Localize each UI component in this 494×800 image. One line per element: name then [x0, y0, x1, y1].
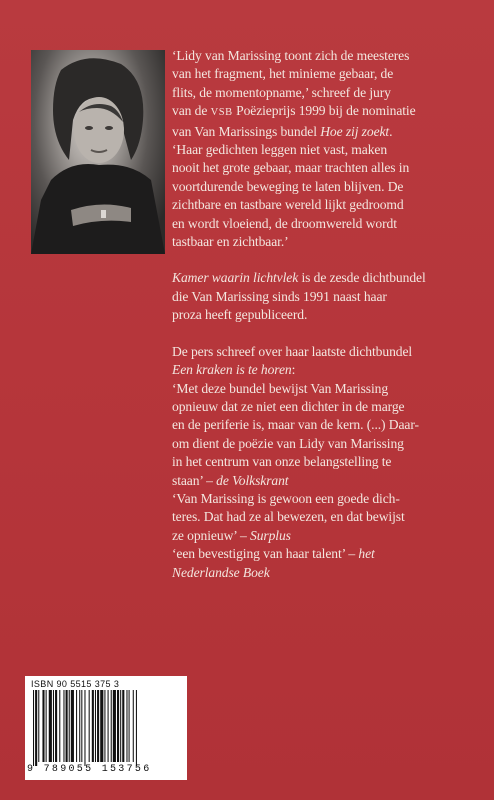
blurb-line: voortdurende beweging te laten blijven. De [172, 178, 404, 194]
barcode-stripe [66, 690, 68, 762]
barcode-label [25, 676, 187, 780]
barcode-stripe [95, 690, 96, 762]
quote-end: staan’ [172, 472, 203, 488]
barcode-stripe [92, 690, 94, 762]
barcode-stripe [133, 690, 134, 762]
blurb-line: die Van Marissing sinds 1991 naast haar [172, 288, 387, 304]
barcode-stripe [126, 690, 127, 762]
author-photo [31, 50, 165, 254]
barcode-stripe [46, 690, 47, 762]
vsb-small-caps: VSB [210, 107, 233, 119]
barcode-stripe [63, 690, 64, 762]
blurb-line: nooit het grote gebaar, maar trachten alles in [172, 160, 410, 176]
jury-prefix: van de [172, 103, 211, 119]
barcode-stripe [49, 690, 52, 762]
barcode-stripe [100, 690, 103, 762]
barcode-bars [31, 690, 183, 766]
barcode-stripe [129, 690, 130, 762]
barcode-stripe [55, 690, 57, 762]
barcode-stripe [108, 690, 109, 762]
isbn-text: ISBN 90 5515 375 3 [31, 679, 120, 689]
press-source: Surplus [250, 527, 291, 543]
back-cover-text [172, 47, 472, 582]
press-source: het [358, 546, 375, 562]
barcode-stripe [79, 690, 80, 762]
quote-line: opnieuw dat ze niet een dichter in de marge [172, 398, 405, 414]
barcode-stripe [33, 690, 34, 766]
barcode-stripe [71, 690, 74, 762]
quote-line: in het centrum van onze belangstelling te [172, 454, 392, 470]
quote-line [172, 564, 472, 582]
barcode-stripe [104, 690, 105, 762]
quote-line: teres. Dat had ze al bewezen, en dat bewijst [172, 509, 405, 525]
quote-line: om dient de poëzie van Lidy van Marissing [172, 435, 404, 451]
barcode-stripe [113, 690, 116, 762]
blurb-line [172, 102, 472, 122]
quote-line: ze opnieuw’ – Surplus [172, 527, 291, 543]
bundle-title: Hoe zij zoekt [320, 123, 390, 139]
prize-text: Poëzieprijs 1999 bij de nominatie [236, 103, 416, 119]
barcode-stripe [136, 690, 137, 766]
blurb-line: en wordt vloeiend, de droomwereld wordt [172, 215, 397, 231]
blurb-line: ‘Lidy van Marissing toont zich de meesteres [172, 48, 410, 63]
paragraph-gap [172, 251, 472, 269]
barcode-stripe [38, 690, 39, 762]
barcode-stripe [69, 690, 70, 762]
book-title: Kamer waarin lichtvlek [172, 270, 299, 286]
barcode-stripe [35, 690, 37, 766]
blurb-line: De pers schreef over haar laatste dichtbundel [172, 343, 413, 359]
barcode-stripe [42, 690, 44, 762]
barcode-stripe [53, 690, 54, 762]
blurb-line: ‘Haar gedichten leggen niet vast, maken [172, 142, 388, 158]
barcode-stripe [97, 690, 99, 762]
press-source: de Volkskrant [216, 472, 289, 488]
previous-bundle-title: Een kraken is te horen [172, 362, 292, 378]
quote-line: ‘Met deze bundel bewijst Van Marissing [172, 380, 389, 396]
barcode-stripe [111, 690, 112, 762]
barcode-stripe [89, 690, 90, 762]
paragraph-gap [172, 325, 472, 343]
quote-line: staan’ – de Volkskrant [172, 472, 289, 488]
bundle-prefix: van Van Marissings bundel [172, 123, 321, 139]
blurb-line: van het fragment, het minieme gebaar, de [172, 66, 394, 82]
barcode-stripe [120, 690, 121, 762]
barcode-stripe [81, 690, 82, 762]
barcode-stripe [122, 690, 124, 762]
quote-line: ‘Van Marissing is gewoon een goede dich- [172, 490, 400, 506]
blurb-line: zichtbare en tastbare wereld lijkt gedroomd [172, 197, 404, 213]
barcode-stripe [59, 690, 60, 762]
quote-line: ‘een bevestiging van haar talent’ – het [172, 546, 375, 562]
blurb-line: tastbaar en zichtbaar.’ [172, 234, 289, 250]
book-title-rest: is de zesde dichtbundel [298, 270, 426, 286]
ean-number: 9 789055 153756 [27, 764, 152, 775]
blurb-line: Een kraken is te horen: [172, 362, 296, 378]
barcode-stripe [84, 690, 85, 766]
blurb-line: flits, de momentopname,’ schreef de jury [172, 84, 391, 100]
blurb-line: van Van Marissings bundel Hoe zij zoekt. [172, 123, 393, 139]
barcode-stripe [76, 690, 77, 762]
quote-text: ‘een bevestiging van haar talent’ [172, 546, 346, 562]
blurb-line: proza heeft gepubliceerd. [172, 307, 308, 323]
blurb-line [172, 269, 472, 287]
press-source: Nederlandse Boek [172, 564, 270, 580]
barcode-stripe [117, 690, 119, 762]
quote-end: ze opnieuw’ [172, 527, 237, 543]
quote-line: en de periferie is, maar van de kern. (...) Daar- [172, 417, 419, 433]
